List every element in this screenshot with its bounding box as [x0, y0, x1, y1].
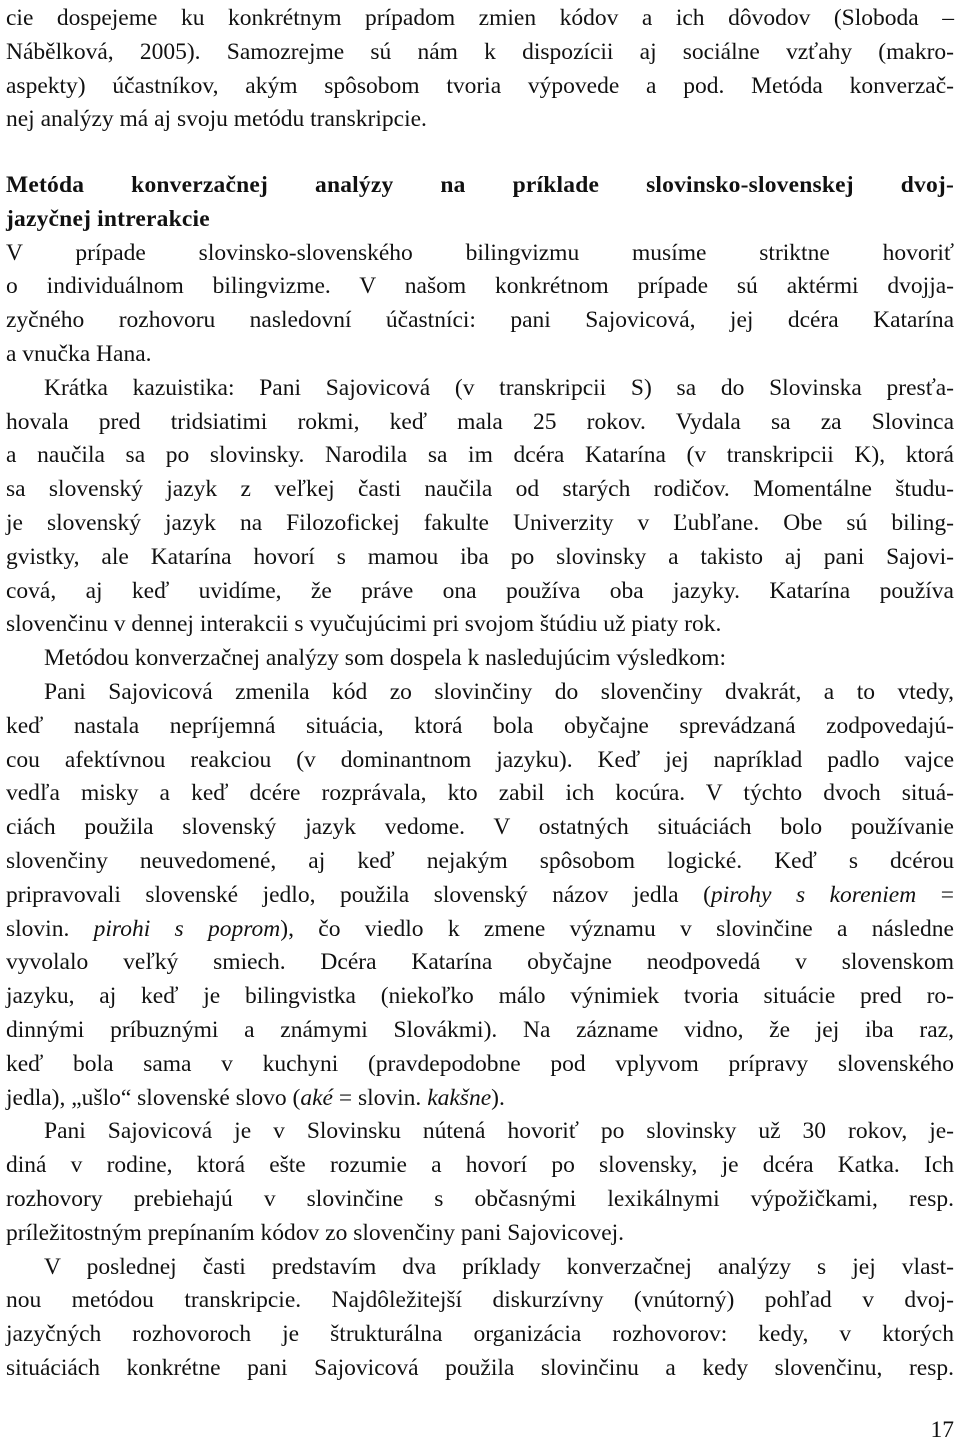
text-line: dinnými príbuznými a známymi Slovákmi). Na zázname vidno, že jej iba raz,: [6, 1017, 954, 1043]
text-line: V poslednej časti predstavím dva príklady konverzačnej analýzy s jej vlast-: [44, 1253, 954, 1280]
text-line: Nábělková, 2005). Samozrejme sú nám k dispozícii aj sociálne vzťahy (makro-: [6, 38, 954, 65]
text-line: hovala pred tridsiatimi rokmi, keď mala 25 rokov. Vydala sa za Slovinca: [6, 408, 954, 435]
text-line: nou metódou transkripcie. Najdôležitejší diskurzívny (vnútorný) pohľad v dvoj-: [6, 1287, 954, 1314]
text-line: [6, 1082, 954, 1116]
text-line: diná v rodine, ktorá ešte rozumie a hovorí po slovensky, je dcéra Katka. Ich: [6, 1152, 954, 1179]
text-line: [6, 913, 954, 947]
section-heading: Metóda konverzačnej analýzy na príklade slovinsko-slovenskej dvoj-: [6, 172, 954, 198]
text-line: a vnučka Hana.: [6, 341, 152, 367]
text-line: keď nastala nepríjemná situácia, ktorá bola obyčajne sprevádzaná zodpovedajú-: [6, 712, 954, 739]
text-line: jazyku, aj keď je bilingvistka (niekoľko málo výnimiek tvoria situácie pred ro-: [6, 983, 954, 1010]
section-heading: jazyčnej intrerakcie: [6, 205, 210, 232]
text-line: jazyčných rozhovoroch je štrukturálna organizácia rozhovorov: kedy, v ktorých: [6, 1321, 954, 1348]
text-line: slovenčinu v dennej interakcii s vyučujúcimi pri svojom štúdiu už piaty rok.: [6, 611, 722, 638]
text-line: Metódou konverzačnej analýzy som dospela k nasledujúcim výsledkom:: [44, 645, 726, 672]
text-line: situáciách konkrétne pani Sajovicová použila slovinčinu a kedy slovenčinu, resp.: [6, 1355, 954, 1381]
italic-phrase: kakšne: [427, 1084, 492, 1111]
text-run: pripravovali slovenské jedlo, použila slovenský názov jedla (: [6, 881, 711, 908]
text-run: slovin.: [6, 915, 94, 942]
text-line: cová, aj keď uvidíme, že práve ona používa oba jazyky. Katarína používa: [6, 577, 954, 604]
text-line: V prípade slovinsko-slovenského bilingvizmu musíme striktne hovoriť: [6, 239, 954, 266]
text-line: Krátka kazuistika: Pani Sajovicová (v transkripcii S) sa do Slovinska presťa-: [44, 374, 954, 401]
italic-phrase: pirohi s poprom: [93, 915, 281, 942]
text-run: jedla), „ušlo“ slovenské slovo (: [6, 1084, 301, 1111]
text-run: =: [916, 881, 954, 908]
text-line: [6, 879, 954, 913]
text-line: cie dospejeme ku konkrétnym prípadom zmien kódov a ich dôvodov (Sloboda –: [6, 5, 954, 31]
text-line: vyvolalo veľký smiech. Dcéra Katarína obyčajne neodpovedá v slovenskom: [6, 949, 954, 976]
italic-phrase: aké: [300, 1084, 333, 1111]
page-number: 17: [930, 1417, 954, 1443]
text-line: rozhovory prebiehajú v slovinčine s občasnými lexikálnymi výpožičkami, resp.: [6, 1186, 954, 1212]
text-run: ), čo viedlo k zmene významu v slovinčine a následne: [280, 915, 954, 942]
text-line: aspekty) účastníkov, akým spôsobom tvoria výpovede a pod. Metóda konverzač-: [6, 72, 954, 99]
text-line: príležitostným prepínaním kódov zo slovenčiny pani Sajovicovej.: [6, 1219, 625, 1246]
text-line: Pani Sajovicová zmenila kód zo slovinčiny do slovenčiny dvakrát, a to vtedy,: [44, 679, 954, 705]
text-run: ).: [491, 1084, 505, 1111]
text-line: nej analýzy má aj svoju metódu transkripcie.: [6, 106, 427, 133]
text-line: keď bola sama v kuchyni (pravdepodobne pod vplyvom prípravy slovenského: [6, 1050, 954, 1077]
text-run: = slovin.: [332, 1084, 428, 1111]
text-line: cou afektívnou reakciou (v dominantnom jazyku). Keď jej napríklad padlo vajce: [6, 746, 954, 773]
text-line: zyčného rozhovoru nasledovní účastníci: pani Sajovicová, jej dcéra Katarína: [6, 307, 954, 334]
text-line: je slovenský jazyk na Filozofickej fakulte Univerzity v Ľubľane. Obe sú biling-: [6, 510, 954, 536]
text-line: vedľa misky a keď dcére rozprávala, kto zabil ich kocúra. V týchto dvoch situá-: [6, 780, 954, 807]
text-line: o individuálnom bilingvizme. V našom konkrétnom prípade sú aktérmi dvojja-: [6, 273, 954, 300]
text-line: a naučila sa po slovinsky. Narodila sa im dcéra Katarína (v transkripcii K), ktorá: [6, 442, 954, 469]
italic-phrase: pirohy s koreniem: [710, 881, 917, 908]
text-line: gvistky, ale Katarína hovorí s mamou iba po slovinsky a takisto aj pani Sajovi-: [6, 543, 954, 570]
text-line: sa slovenský jazyk z veľkej časti naučila od starých rodičov. Momentálne študu-: [6, 476, 954, 503]
text-line: ciách použila slovenský jazyk vedome. V ostatných situáciách bolo používanie: [6, 814, 954, 841]
text-line: slovenčiny neuvedomené, aj keď nejakým spôsobom logické. Keď s dcérou: [6, 848, 954, 874]
text-line: Pani Sajovicová je v Slovinsku nútená hovoriť po slovinsky už 30 rokov, je-: [44, 1118, 954, 1145]
